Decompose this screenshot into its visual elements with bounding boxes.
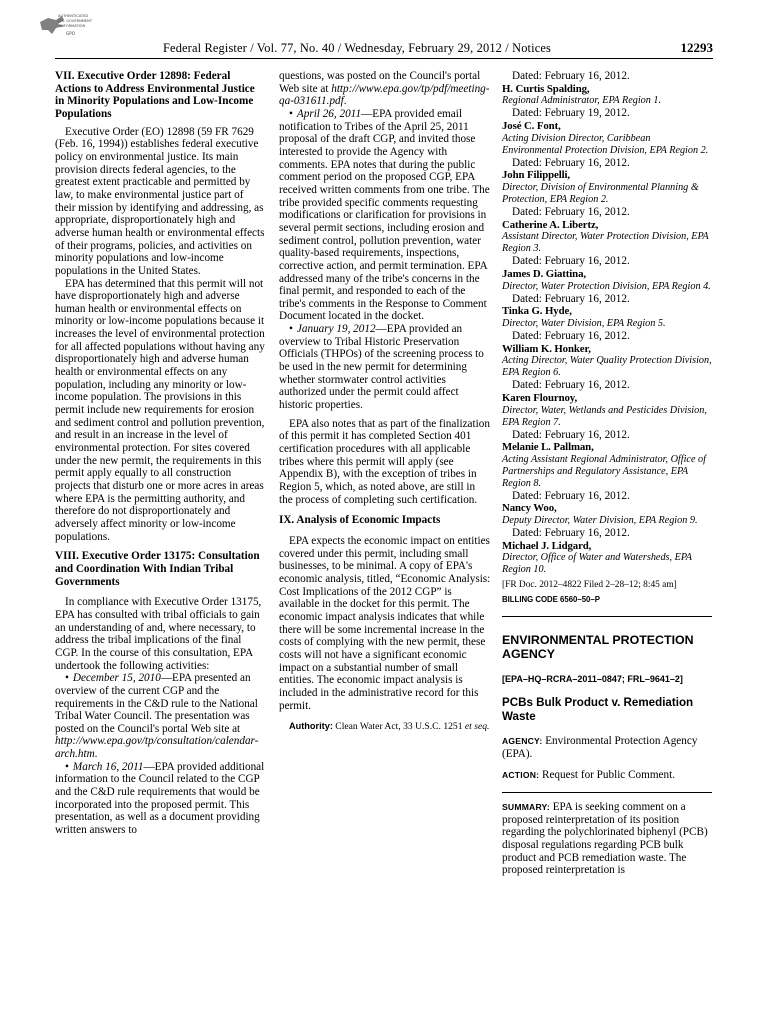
agency-value: Environmental Protection Agency (EPA). [502,735,698,760]
signature-date: Dated: February 16, 2012. [512,489,630,502]
signature-block [502,490,712,527]
signature-date: Dated: February 16, 2012. [512,379,630,392]
bullet-date: March 16, 2011 [72,760,144,773]
signature-name: Nancy Woo, [502,502,557,515]
signature-block [502,107,712,156]
signature-block [502,157,712,206]
bullet-date: April 26, 2011 [296,107,362,120]
signature-date: Dated: February 16, 2012. [512,205,630,218]
signature-title: Acting Director, Water Quality Protection Division, EPA Region 6. [502,355,712,379]
document-divider [502,616,712,617]
agency-label: AGENCY: [502,736,543,747]
summary-paragraph [502,801,712,877]
signature-name: José C. Font, [502,119,561,132]
bullet-date: January 19, 2012 [296,323,376,336]
action-label: ACTION: [502,770,540,781]
bullet-text: —EPA provided email notification to Tribes of the April 25, 2011 proposal of the draft CGP, and invited those interested to provide the Agency with comments. EPA notes that during the public comment period on the proposed CGP, EPA received written comments from one tribe. The tribe provided specific comments requesting modifications or clarification for provisions in several permit sections, including erosion and sediment control, pollution prevention, water quality-based requirements, inspections, corrective action, and permit termination. EPA addressed many of the tribe's concerns in the final permit, and responded to each of the tribe's comments in the Response to Comment Document located in the docket. [279,107,490,323]
signature-block [502,330,712,379]
header-rule [55,58,713,59]
signature-date: Dated: February 16, 2012. [512,292,630,305]
page-header [163,40,713,56]
section-9-heading: IX. Analysis of Economic Impacts [279,514,441,527]
action-value: Request for Public Comment. [539,769,675,782]
continued-text: questions, was posted on the Council's portal Web site at [279,70,481,95]
portal-link-meeting-qa[interactable]: http://www.epa.gov/tp/pdf/meeting-qa-031611.pdf [279,82,490,108]
signature-block [502,527,712,576]
signature-title: Acting Assistant Regional Administrator, Office of Partnerships and Regulatory Assistance, EPA Region 8. [502,453,706,489]
gpo-eagle-logo [34,8,96,48]
signature-block [502,379,712,428]
signature-block [502,70,712,107]
signature-block [502,255,712,292]
bullet-item-apr-2011 [279,108,491,323]
page-number: 12293 [680,40,713,55]
signature-name: Melanie L. Pallman, [502,441,594,454]
signature-name: Karen Flournoy, [502,391,578,404]
signature-title: Assistant Director, Water Protection Division, EPA Region 3. [502,231,709,255]
certification-paragraph: EPA also notes that as part of the finalization of this permit it has completed Section 401 certification procedures with all applicable tribes where this permit will apply (see Appendix B), with the exception of tribes in Region 5, which, as noted above, are still in the process of completing such certification. [279,417,490,506]
signature-date: Dated: February 16, 2012. [512,156,630,169]
authority-line [279,720,491,733]
authority-et-seq: et seq. [464,721,490,733]
bullet-item-jan-2012 [279,323,491,412]
bullet-text: —EPA provided an overview to Tribal Historic Preservation Officials (THPOs) of the screening process to be used in the new permit for determining whether stormwater control activities authorized under the permit could affect historic properties. [279,323,484,412]
bullet-item-dec-2010 [55,672,265,761]
signature-name: Tinka G. Hyde, [502,305,572,318]
signature-title: Director, Office of Water and Watersheds, EPA Region 10. [502,552,692,576]
signature-name: H. Curtis Spalding, [502,82,590,95]
logo-line-1: AUTHENTICATED [58,14,89,18]
bullet-text: —EPA presented an overview of the current CGP and the requirements in the C&D rule to the National Tribal Water Council. The presentation was posted on the Council's portal Web site at [55,672,258,735]
section-9-paragraph-1: EPA expects the economic impact on entities covered under this permit, including small businesses, to be minimal. A copy of EPA's economic analysis, titled, “Economic Analysis: Cost Implications of the 2012 CGP” is available in the docket for this permit. The economic impact analysis indicates that while there will be some incremental increase in the costs of complying with the new permit, these costs will not have a significant economic impact on a substantial number of small entities. The economic impact analysis is included in the administrative record for this permit. [279,534,491,712]
column-3 [502,70,712,877]
logo-line-3: INFORMATION [60,24,86,28]
signature-title: Director, Water Protection Division, EPA Region 4. [502,280,711,292]
bullet-item-mar-2011 [55,761,265,837]
signature-name: James D. Giattina, [502,267,586,280]
bullet-text: —EPA provided additional information to the Council related to the CGP and the C&D rule requirements that would be incorporated into the proposed permit. This presentation, as well as a document providing written answers to [55,760,265,837]
action-line [502,769,712,782]
header-title: Federal Register / Vol. 77, No. 40 / Wednesday, February 29, 2012 / Notices [163,41,551,55]
signature-name: Catherine A. Libertz, [502,218,599,231]
signature-title: Director, Water, Wetlands and Pesticides Division, EPA Region 7. [502,404,707,428]
summary-divider [502,792,712,793]
section-7-heading: VII. Executive Order 12898: Federal Actions to Address Environmental Justice in Minority Populations and Low-Income Populations [55,70,255,120]
signature-title: Regional Administrator, EPA Region 1. [502,95,662,107]
signature-date: Dated: February 16, 2012. [512,527,630,540]
signature-title: Deputy Director, Water Division, EPA Region 9. [502,515,698,527]
section-8-heading: VIII. Executive Order 13175: Consultation and Coordination With Indian Tribal Governments [55,550,260,588]
summary-value: EPA is seeking comment on a proposed reinterpretation of its position regarding the polychlorinated biphenyl (PCB) disposal regulations regarding PCB bulk product and PCB remediation waste. The proposed reinterpretation is [502,801,708,877]
logo-line-2: U.S. GOVERNMENT [58,19,93,23]
signature-title: Director, Division of Environmental Planning & Protection, EPA Region 2. [502,181,699,205]
section-8-paragraph-1: In compliance with Executive Order 13175, EPA has consulted with tribal officials to gain an understanding of and, where necessary, to address the tribal implications of the final CGP. In the course of this consultation, EPA undertook the following activities: [55,596,262,672]
bullet-text-end: . [94,748,98,761]
docket-number: [EPA–HQ–RCRA–2011–0847; FRL–9641–2] [502,674,683,685]
signature-name: John Filippelli, [502,169,571,182]
signature-date: Dated: February 16, 2012. [512,70,630,82]
continued-paragraph [279,70,491,108]
continued-text-end: . [343,95,347,108]
signature-date: Dated: February 16, 2012. [512,428,630,441]
signature-name: Michael J. Lidgard, [502,539,592,552]
document-title: PCBs Bulk Product v. Remediation Waste [502,696,694,723]
authority-text: Clean Water Act, 33 U.S.C. 1251 [332,721,465,733]
section-7-paragraph-1: Executive Order (EO) 12898 (59 FR 7629 (Feb. 16, 1994)) establishes federal executive policy on environmental justice. Its main provision directs federal agencies, to the greatest extent practicable and permitted by law, to make environmental justice part of their mission by identifying and addressing, as appropriate, disproportionately high and adverse human health or environmental effects of their programs, policies, and activities on minority populations and low-income populations in the United States. [55,125,265,277]
portal-link-calendar[interactable]: http://www.epa.gov/tp/consultation/calendar-arch.htm [55,735,259,761]
bullet-date: December 15, 2010 [72,672,161,685]
fr-doc-line: [FR Doc. 2012–4822 Filed 2–28–12; 8:45 am] [502,580,677,591]
signature-title: Director, Water Division, EPA Region 5. [502,317,666,329]
authority-label: Authority: [289,721,333,732]
column-2 [279,70,491,733]
signature-name: William K. Honker, [502,342,591,355]
signature-block [502,293,712,330]
billing-code: BILLING CODE 6560–50–P [502,595,600,605]
column-1 [55,70,265,837]
agency-line [502,735,712,760]
section-7-paragraph-2: EPA has determined that this permit will not have disproportionately high and adverse human health or environmental effects on minority or low-income populations because it increases the level of environmental protection for all affected populations without having any disproportionately high and adverse human health or environmental effects on any population, including any minority or low-income population. The provisions in this permit include new requirements for erosion and sediment control and pollution prevention, and result in an increase in the level of environmental protection. For sites covered under the new permit, the requirements in this permit apply equally to all construction projects that disturb one or more acres in areas where EPA is the permitting authority, and therefore do not disproportionately and adversely affect minority or low-income populations. [55,277,265,543]
summary-label: SUMMARY: [502,802,550,812]
logo-line-4: GPO [66,31,76,36]
signature-date: Dated: February 19, 2012. [512,107,630,120]
agency-title: ENVIRONMENTAL PROTECTION AGENCY [502,633,694,662]
signature-title: Acting Division Director, Caribbean Environmental Protection Division, EPA Region 2. [502,132,709,156]
signature-date: Dated: February 16, 2012. [512,329,630,342]
signature-date: Dated: February 16, 2012. [512,255,630,268]
signature-block [502,429,712,490]
signature-block [502,206,712,255]
